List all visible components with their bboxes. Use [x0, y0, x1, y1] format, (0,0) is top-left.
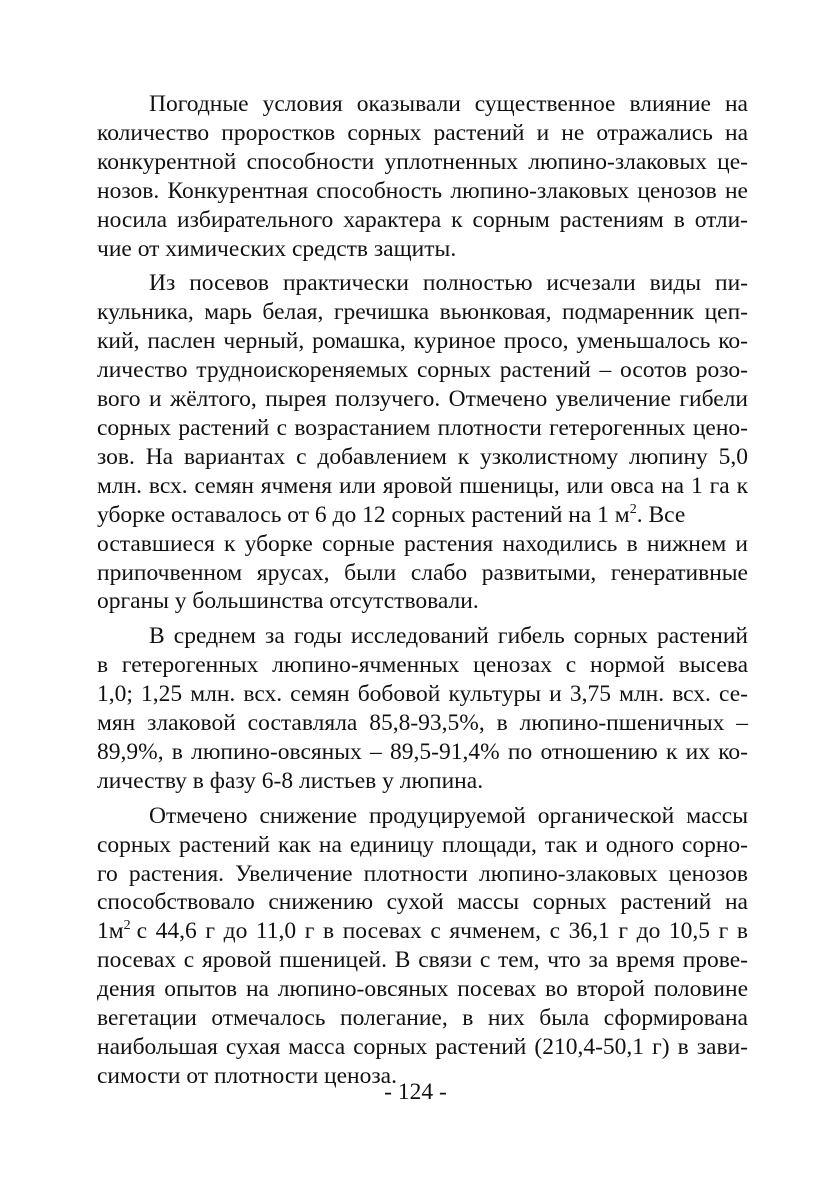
text-line: Отмечено снижение продуцируемой органической массы: [149, 802, 748, 829]
text-line: оставшиеся к уборке сорные растения находились в нижнем и: [97, 530, 748, 557]
text-line: 89,9%, в люпино-овсяных – 89,5-91,4% по отношению к их ко-: [97, 738, 748, 765]
text-line: дения опытов на люпино-овсяных посевах во второй половине: [97, 976, 748, 1003]
text-line: симости от плотности ценоза.: [97, 1062, 397, 1089]
paragraph-2: [97, 269, 748, 616]
line-head-text: 1м: [97, 918, 124, 945]
page-number: - 124 -: [384, 1079, 447, 1105]
line-head: [97, 501, 685, 530]
text-line: чие от химических средств защиты.: [97, 235, 457, 262]
superscript: 2: [629, 501, 637, 517]
text-line: зов. На вариантах с добавлением к узколистному люпину 5,0: [97, 443, 748, 470]
text-line: личеству в фазу 6-8 листьев у люпина.: [97, 767, 484, 794]
text-line: 1,0; 1,25 млн. всх. семян бобовой культуры и 3,75 млн. всх. се-: [97, 681, 748, 708]
text-line: сорных растений как на единицу площади, так и одного сорно-: [97, 831, 748, 858]
text-line: способствовало снижению сухой массы сорных растений на: [97, 889, 748, 916]
superscript: 2: [123, 918, 131, 934]
text-line: носила избирательного характера к сорным растениям в отли-: [97, 206, 748, 233]
line-tail: с 44,6 г до 11,0 г в посевах с ячменем, с 36,1 г до 10,5 г в: [136, 918, 748, 945]
line-head: [97, 917, 131, 946]
body-text: [97, 90, 748, 1091]
text-line: кульника, марь белая, гречишка вьюнковая, подмаренник цеп-: [97, 299, 748, 326]
text-line: Из посевов практически полностью исчезали виды пи-: [149, 270, 748, 297]
text-line: посевах с яровой пшеницей. В связи с тем, что за время прове-: [97, 947, 748, 974]
text-line-with-superscript: [97, 501, 748, 530]
text-line-with-superscript: [97, 917, 748, 946]
line-tail: . Все: [636, 501, 686, 528]
text-line: кий, паслен черный, ромашка, куриное просо, уменьшалось ко-: [97, 328, 748, 355]
text-line: млн. всх. семян ячменя или яровой пшеницы, или овса на 1 га к: [97, 472, 748, 499]
paragraph-1: [97, 90, 748, 263]
text-line: органы у большинства отсутствовали.: [97, 588, 479, 615]
text-line: вого и жёлтого, пырея ползучего. Отмечено увеличение гибели: [97, 386, 748, 413]
text-line: нозов. Конкурентная способность люпино-злаковых ценозов не: [97, 177, 748, 204]
text-line: Погодные условия оказывали существенное влияние на: [149, 91, 748, 117]
text-line: вегетации отмечалось полегание, в них была сформирована: [97, 1005, 748, 1032]
text-line: припочвенном ярусах, были слабо развитыми, генеративные: [97, 559, 748, 586]
text-line: в гетерогенных люпино-ячменных ценозах с нормой высева: [97, 652, 748, 679]
text-line: количество проростков сорных растений и не отражались на: [97, 119, 748, 146]
text-line: сорных растений с возрастанием плотности гетерогенных цено-: [97, 414, 748, 441]
text-line: конкурентной способности уплотненных люпино-злаковых це-: [97, 148, 748, 175]
text-line: наибольшая сухая масса сорных растений (210,4-50,1 г) в зави-: [97, 1034, 748, 1060]
text-line: В среднем за годы исследований гибель сорных растений: [149, 623, 748, 650]
paragraph-3: [97, 622, 748, 795]
line-head-text: уборке оставалось от 6 до 12 сорных растений на 1 м: [97, 501, 630, 528]
text-line: мян злаковой составляла 85,8-93,5%, в люпино-пшеничных –: [97, 710, 748, 737]
text-line: личество трудноискореняемых сорных растений – осотов розо-: [97, 357, 748, 384]
text-line: го растения. Увеличение плотности люпино-злаковых ценозов: [97, 860, 748, 887]
paragraph-4: [97, 802, 748, 1091]
